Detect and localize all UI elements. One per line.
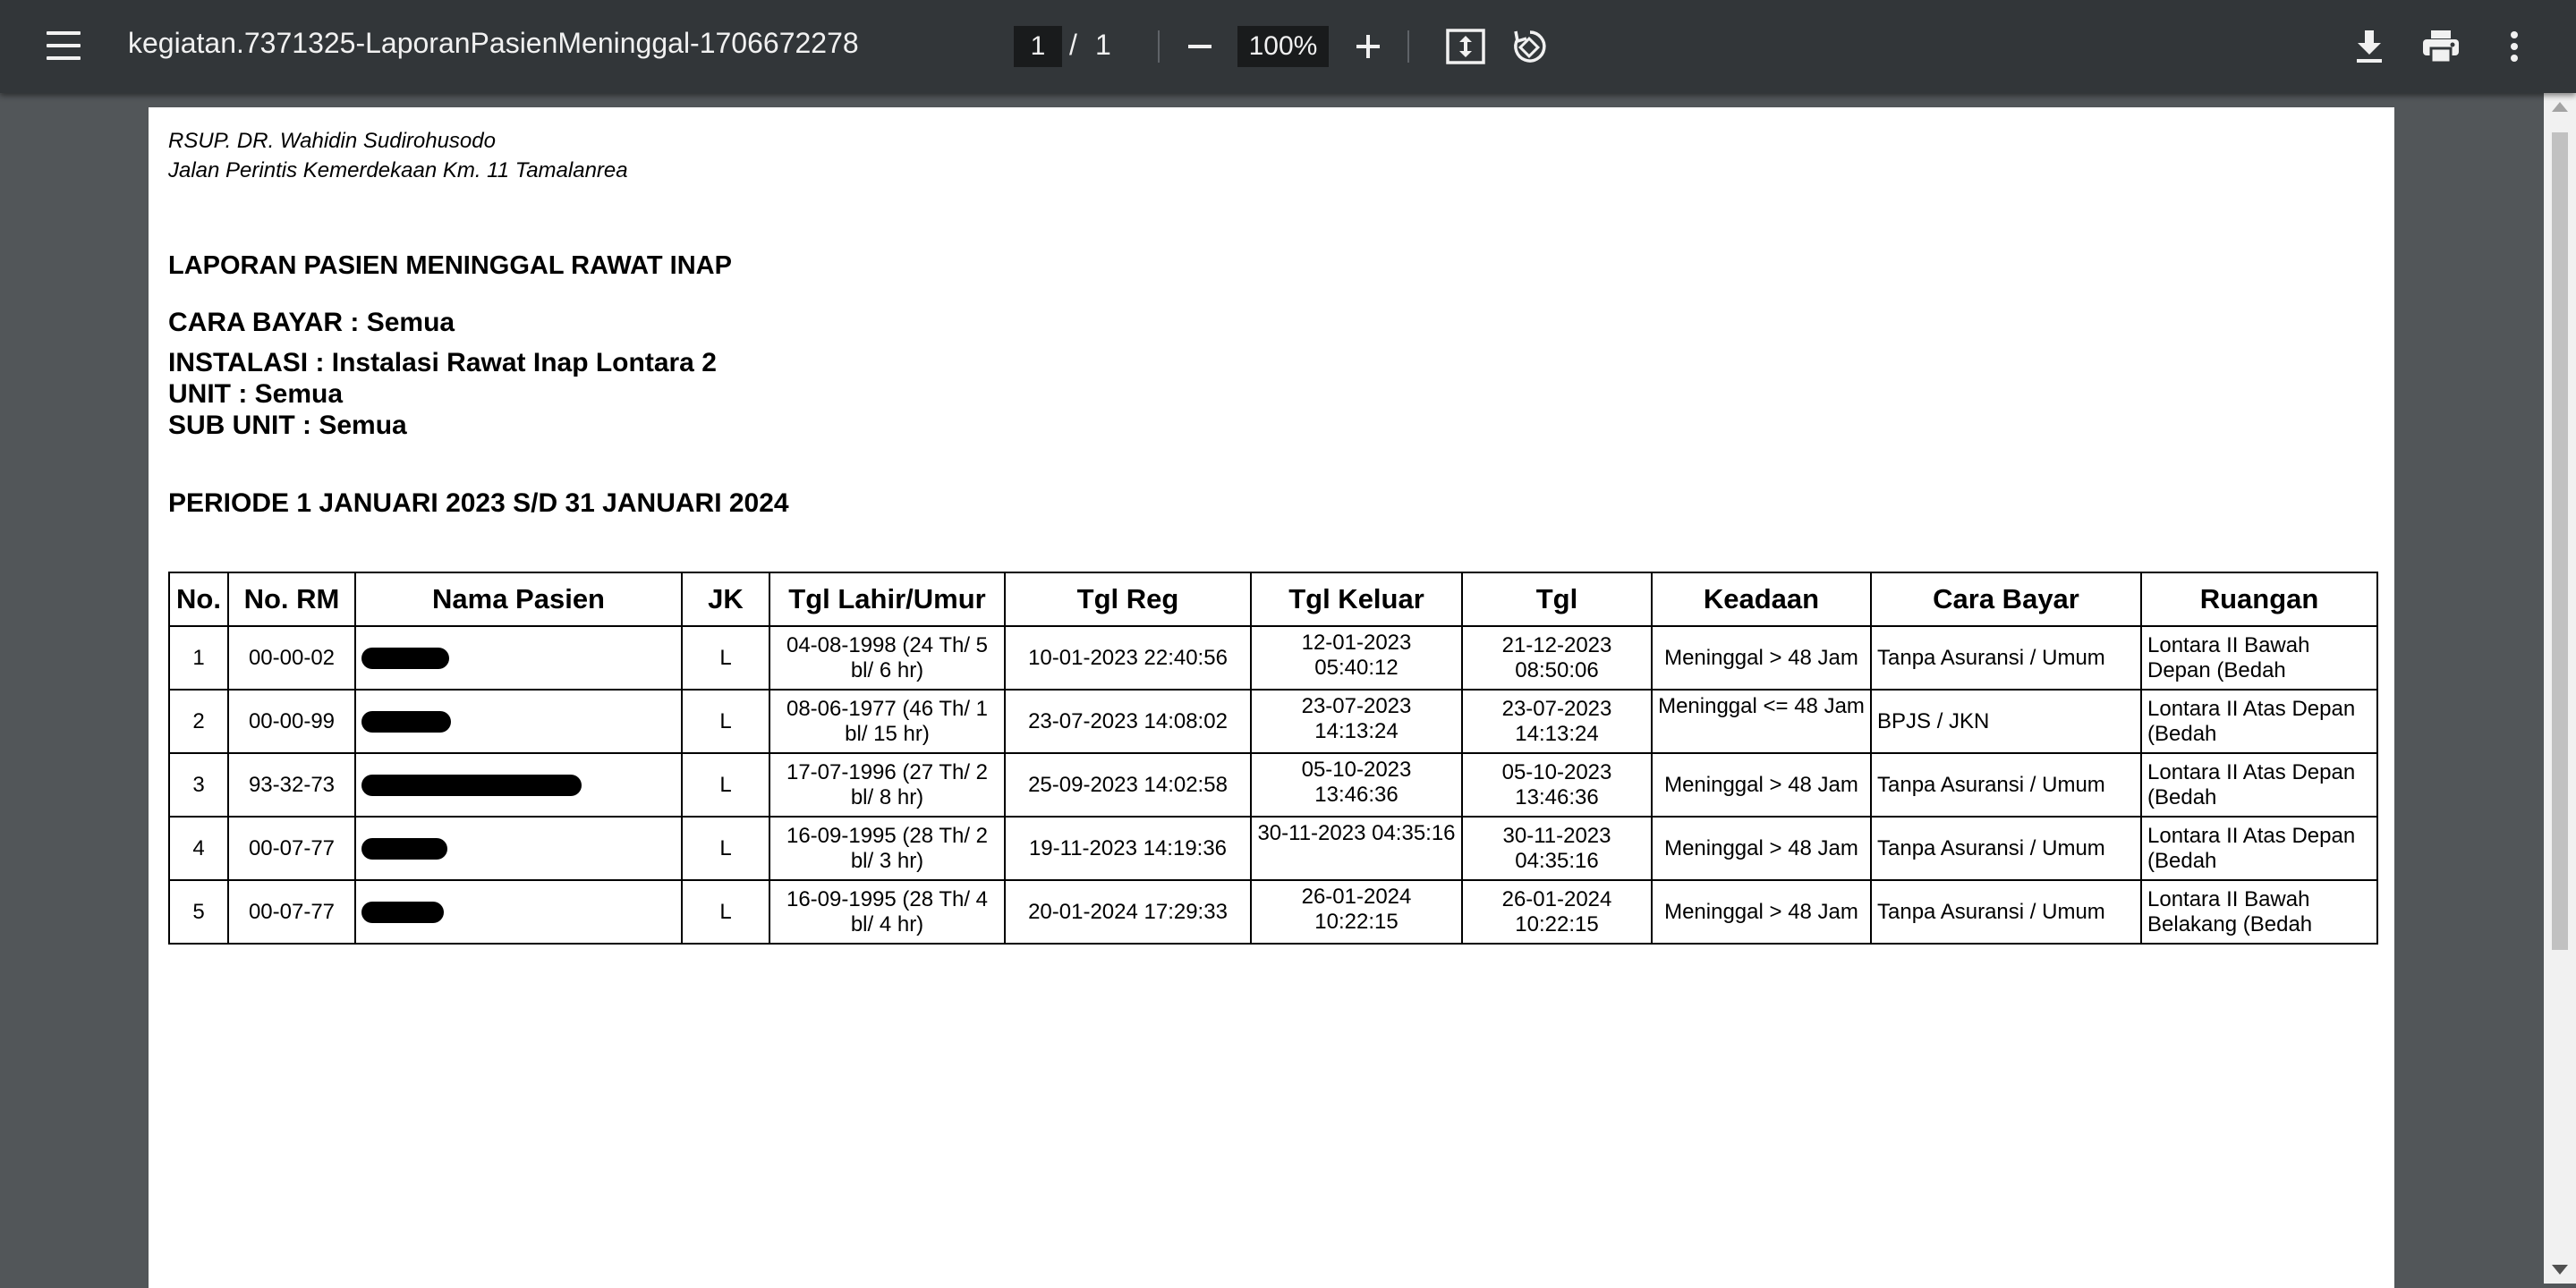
column-header: Tgl Lahir/Umur — [769, 572, 1005, 626]
print-button[interactable] — [2416, 21, 2466, 72]
cell-tgl: 30-11-2023 04:35:16 — [1462, 817, 1652, 880]
page-number-input[interactable]: 1 — [1014, 26, 1062, 67]
cell-keluar: 26-01-2024 10:22:15 — [1251, 880, 1462, 944]
redaction-mark — [361, 711, 451, 733]
cell-cara-bayar: BPJS / JKN — [1871, 690, 2141, 753]
report-title: LAPORAN PASIEN MENINGGAL RAWAT INAP — [168, 251, 732, 280]
hospital-address: Jalan Perintis Kemerdekaan Km. 11 Tamalanrea — [168, 158, 628, 182]
cell-no: 3 — [169, 753, 228, 817]
table-row — [169, 753, 2377, 817]
cara-bayar-filter: CARA BAYAR : Semua — [168, 308, 455, 337]
cell-cara-bayar: Tanpa Asuransi / Umum — [1871, 817, 2141, 880]
cell-rm: 00-07-77 — [228, 880, 355, 944]
cell-cara-bayar: Tanpa Asuransi / Umum — [1871, 626, 2141, 690]
pdf-page — [149, 107, 2394, 1288]
patient-death-table — [168, 572, 2378, 945]
cell-keadaan: Meninggal > 48 Jam — [1652, 626, 1871, 690]
cell-reg: 10-01-2023 22:40:56 — [1005, 626, 1251, 690]
fit-to-page-icon — [1446, 29, 1485, 64]
fit-to-page-button[interactable] — [1441, 21, 1491, 72]
document-viewer — [0, 93, 2576, 1284]
cell-no: 1 — [169, 626, 228, 690]
cell-tgl: 23-07-2023 14:13:24 — [1462, 690, 1652, 753]
cell-rm: 93-32-73 — [228, 753, 355, 817]
scroll-up-arrow-icon[interactable] — [2552, 102, 2568, 112]
cell-reg: 19-11-2023 14:19:36 — [1005, 817, 1251, 880]
zoom-out-icon — [1186, 33, 1213, 60]
toolbar-divider — [1158, 30, 1160, 63]
table-row — [169, 817, 2377, 880]
column-header: No. — [169, 572, 228, 626]
page-separator: / — [1069, 29, 1077, 61]
column-header: Tgl Keluar — [1251, 572, 1462, 626]
cell-nama-redacted — [355, 626, 682, 690]
cell-no: 5 — [169, 880, 228, 944]
zoom-level-input[interactable]: 100% — [1237, 26, 1329, 67]
redaction-mark — [361, 838, 447, 860]
sub-unit-filter: SUB UNIT : Semua — [168, 411, 407, 440]
pdf-toolbar — [0, 0, 2576, 93]
cell-keluar: 23-07-2023 14:13:24 — [1251, 690, 1462, 753]
cell-rm: 00-00-99 — [228, 690, 355, 753]
table-row — [169, 880, 2377, 944]
cell-jk: L — [682, 753, 769, 817]
table-header-row — [169, 572, 2377, 626]
cell-keluar: 12-01-2023 05:40:12 — [1251, 626, 1462, 690]
cell-keluar: 30-11-2023 04:35:16 — [1251, 817, 1462, 880]
cell-jk: L — [682, 626, 769, 690]
more-options-button[interactable] — [2489, 21, 2539, 72]
table-row — [169, 626, 2377, 690]
cell-lahir: 04-08-1998 (24 Th/ 5 bl/ 6 hr) — [769, 626, 1005, 690]
cell-cara-bayar: Tanpa Asuransi / Umum — [1871, 753, 2141, 817]
instalasi-filter: INSTALASI : Instalasi Rawat Inap Lontara 2 — [168, 348, 717, 377]
toolbar-divider — [1407, 30, 1409, 63]
cell-reg: 20-01-2024 17:29:33 — [1005, 880, 1251, 944]
column-header: Cara Bayar — [1871, 572, 2141, 626]
cell-tgl: 05-10-2023 13:46:36 — [1462, 753, 1652, 817]
cell-ruangan: Lontara II Bawah Belakang (Bedah — [2141, 880, 2377, 944]
hospital-name: RSUP. DR. Wahidin Sudirohusodo — [168, 129, 496, 153]
cell-keadaan: Meninggal > 48 Jam — [1652, 753, 1871, 817]
cell-ruangan: Lontara II Bawah Depan (Bedah — [2141, 626, 2377, 690]
cell-keadaan: Meninggal > 48 Jam — [1652, 817, 1871, 880]
print-icon — [2421, 29, 2461, 64]
cell-ruangan: Lontara II Atas Depan (Bedah — [2141, 753, 2377, 817]
cell-reg: 23-07-2023 14:08:02 — [1005, 690, 1251, 753]
download-icon — [2353, 29, 2385, 64]
cell-tgl: 26-01-2024 10:22:15 — [1462, 880, 1652, 944]
column-header: JK — [682, 572, 769, 626]
cell-nama-redacted — [355, 880, 682, 944]
cell-lahir: 17-07-1996 (27 Th/ 2 bl/ 8 hr) — [769, 753, 1005, 817]
cell-keadaan: Meninggal <= 48 Jam — [1652, 690, 1871, 753]
zoom-in-button[interactable] — [1348, 26, 1389, 67]
cell-keluar: 05-10-2023 13:46:36 — [1251, 753, 1462, 817]
zoom-in-icon — [1355, 33, 1382, 60]
redaction-mark — [361, 648, 449, 669]
cell-lahir: 16-09-1995 (28 Th/ 4 bl/ 4 hr) — [769, 880, 1005, 944]
cell-nama-redacted — [355, 753, 682, 817]
column-header: Nama Pasien — [355, 572, 682, 626]
cell-no: 2 — [169, 690, 228, 753]
cell-no: 4 — [169, 817, 228, 880]
scroll-down-arrow-icon[interactable] — [2552, 1265, 2568, 1275]
rotate-button[interactable] — [1505, 21, 1555, 72]
column-header: No. RM — [228, 572, 355, 626]
rotate-icon — [1510, 27, 1550, 66]
column-header: Ruangan — [2141, 572, 2377, 626]
cell-jk: L — [682, 880, 769, 944]
cell-jk: L — [682, 817, 769, 880]
redaction-mark — [361, 775, 582, 796]
scrollbar-thumb[interactable] — [2552, 132, 2568, 950]
zoom-out-button[interactable] — [1179, 26, 1220, 67]
hamburger-menu-icon[interactable] — [47, 29, 81, 63]
table-row — [169, 690, 2377, 753]
cell-keadaan: Meninggal > 48 Jam — [1652, 880, 1871, 944]
cell-rm: 00-00-02 — [228, 626, 355, 690]
cell-reg: 25-09-2023 14:02:58 — [1005, 753, 1251, 817]
report-period: PERIODE 1 JANUARI 2023 S/D 31 JANUARI 2024 — [168, 488, 789, 518]
cell-ruangan: Lontara II Atas Depan (Bedah — [2141, 817, 2377, 880]
cell-nama-redacted — [355, 817, 682, 880]
column-header: Tgl — [1462, 572, 1652, 626]
cell-nama-redacted — [355, 690, 682, 753]
download-button[interactable] — [2344, 21, 2394, 72]
column-header: Keadaan — [1652, 572, 1871, 626]
vertical-scrollbar[interactable] — [2544, 93, 2576, 1284]
unit-filter: UNIT : Semua — [168, 379, 344, 409]
cell-lahir: 16-09-1995 (28 Th/ 2 bl/ 3 hr) — [769, 817, 1005, 880]
document-title: kegiatan.7371325-LaporanPasienMeninggal-1706672278 — [128, 27, 859, 59]
more-vert-icon — [2509, 30, 2520, 63]
cell-ruangan: Lontara II Atas Depan (Bedah — [2141, 690, 2377, 753]
page-total: 1 — [1095, 29, 1111, 61]
column-header: Tgl Reg — [1005, 572, 1251, 626]
cell-cara-bayar: Tanpa Asuransi / Umum — [1871, 880, 2141, 944]
cell-rm: 00-07-77 — [228, 817, 355, 880]
cell-lahir: 08-06-1977 (46 Th/ 1 bl/ 15 hr) — [769, 690, 1005, 753]
cell-jk: L — [682, 690, 769, 753]
redaction-mark — [361, 902, 444, 923]
cell-tgl: 21-12-2023 08:50:06 — [1462, 626, 1652, 690]
